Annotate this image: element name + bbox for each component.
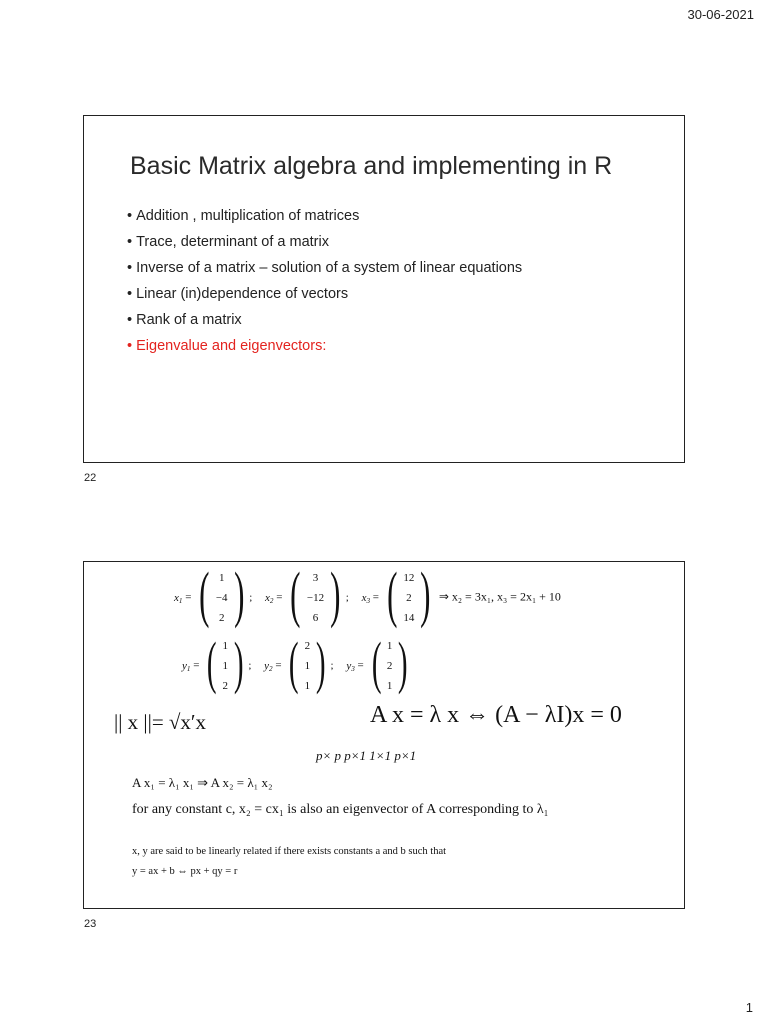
vector-entry: 3 — [312, 572, 319, 584]
vector-entry: 2 — [304, 640, 311, 652]
linear-relation-formula: y = ax + b ⇔ px + qy = r — [132, 866, 238, 877]
vector-entry: −12 — [306, 592, 325, 604]
bullet-item: • Inverse of a matrix – solution of a system of linear equations — [127, 260, 522, 286]
bullet-item: • Linear (in)dependence of vectors — [127, 286, 522, 312]
x-vectors-row: $x_1$ = ( 1 −4 2 ) ; $x_2$ = ( 3 −12 6 ) ; $x_3$ = ( 12 2 14 ) ⇒ x₂ = 3x₁, x₃ = 2x₁ + 10 — [174, 561, 561, 629]
eigen-constant-note: for any constant c, x₂ = cx₁ is also an eigenvector of A corresponding to λ₁ — [132, 802, 549, 817]
eigen-relation: A x₁ = λ₁ x₁ ⇒ A x₂ = λ₁ x₂ — [132, 775, 273, 790]
eigen-equation: A x = λ x ⇔ (A − λI)x = 0 — [370, 702, 622, 728]
slide-22 — [83, 115, 685, 463]
y-vectors-row: $y_1$ = ( 1 1 2 ) ; $y_2$ = ( 2 1 1 ) ; $y_3$ = ( 1 2 1 ) — [182, 636, 413, 696]
bullet-item: • Addition , multiplication of matrices — [127, 208, 522, 234]
vector-entry: 2 — [222, 680, 229, 692]
vector-entry: 1 — [222, 660, 229, 672]
vector-y2: ( 2 1 1 ) — [289, 630, 326, 695]
header-date: 30-06-2021 — [687, 7, 754, 22]
vector-y1: ( 1 1 2 ) — [207, 630, 244, 695]
page-number: 1 — [745, 1000, 753, 1015]
vector-entry: −4 — [215, 592, 228, 604]
bullet-item-highlight: • Eigenvalue and eigenvectors: — [127, 338, 522, 364]
vector-x3: ( 12 2 14 ) — [386, 561, 431, 629]
vector-entry: 6 — [312, 612, 319, 624]
vector-entry: 2 — [406, 592, 412, 604]
vector-entry: 1 — [386, 680, 393, 692]
norm-formula: || x ||= √x′x — [114, 710, 207, 734]
vector-entry: 1 — [222, 640, 229, 652]
vector-entry: 1 — [218, 572, 225, 584]
vector-entry: 2 — [386, 660, 393, 672]
bullet-item: • Rank of a matrix — [127, 312, 522, 338]
dimension-labels: p× p p×1 1×1 p×1 — [316, 748, 417, 763]
vector-entry: 2 — [218, 612, 225, 624]
vector-entry: 1 — [386, 640, 393, 652]
slide-number: 22 — [84, 472, 97, 484]
x-relation: ⇒ x₂ = 3x₁, x₃ = 2x₁ + 10 — [438, 589, 561, 604]
vector-y3: ( 1 2 1 ) — [371, 630, 408, 695]
slide-number: 23 — [84, 918, 97, 930]
linear-relation-note: x, y are said to be linearly related if there exists constants a and b such that — [132, 846, 447, 857]
vector-entry: 12 — [403, 572, 415, 584]
vector-entry: 1 — [304, 680, 311, 692]
vector-entry: 14 — [403, 612, 415, 624]
slide-23 — [83, 561, 685, 909]
bullet-list — [127, 208, 522, 364]
vector-entry: 1 — [304, 660, 311, 672]
bullet-item: • Trace, determinant of a matrix — [127, 234, 522, 260]
slide-title: Basic Matrix algebra and implementing in R — [130, 152, 613, 180]
vector-x2: ( 3 −12 6 ) — [290, 561, 341, 629]
vector-x1: ( 1 −4 2 ) — [199, 561, 245, 629]
